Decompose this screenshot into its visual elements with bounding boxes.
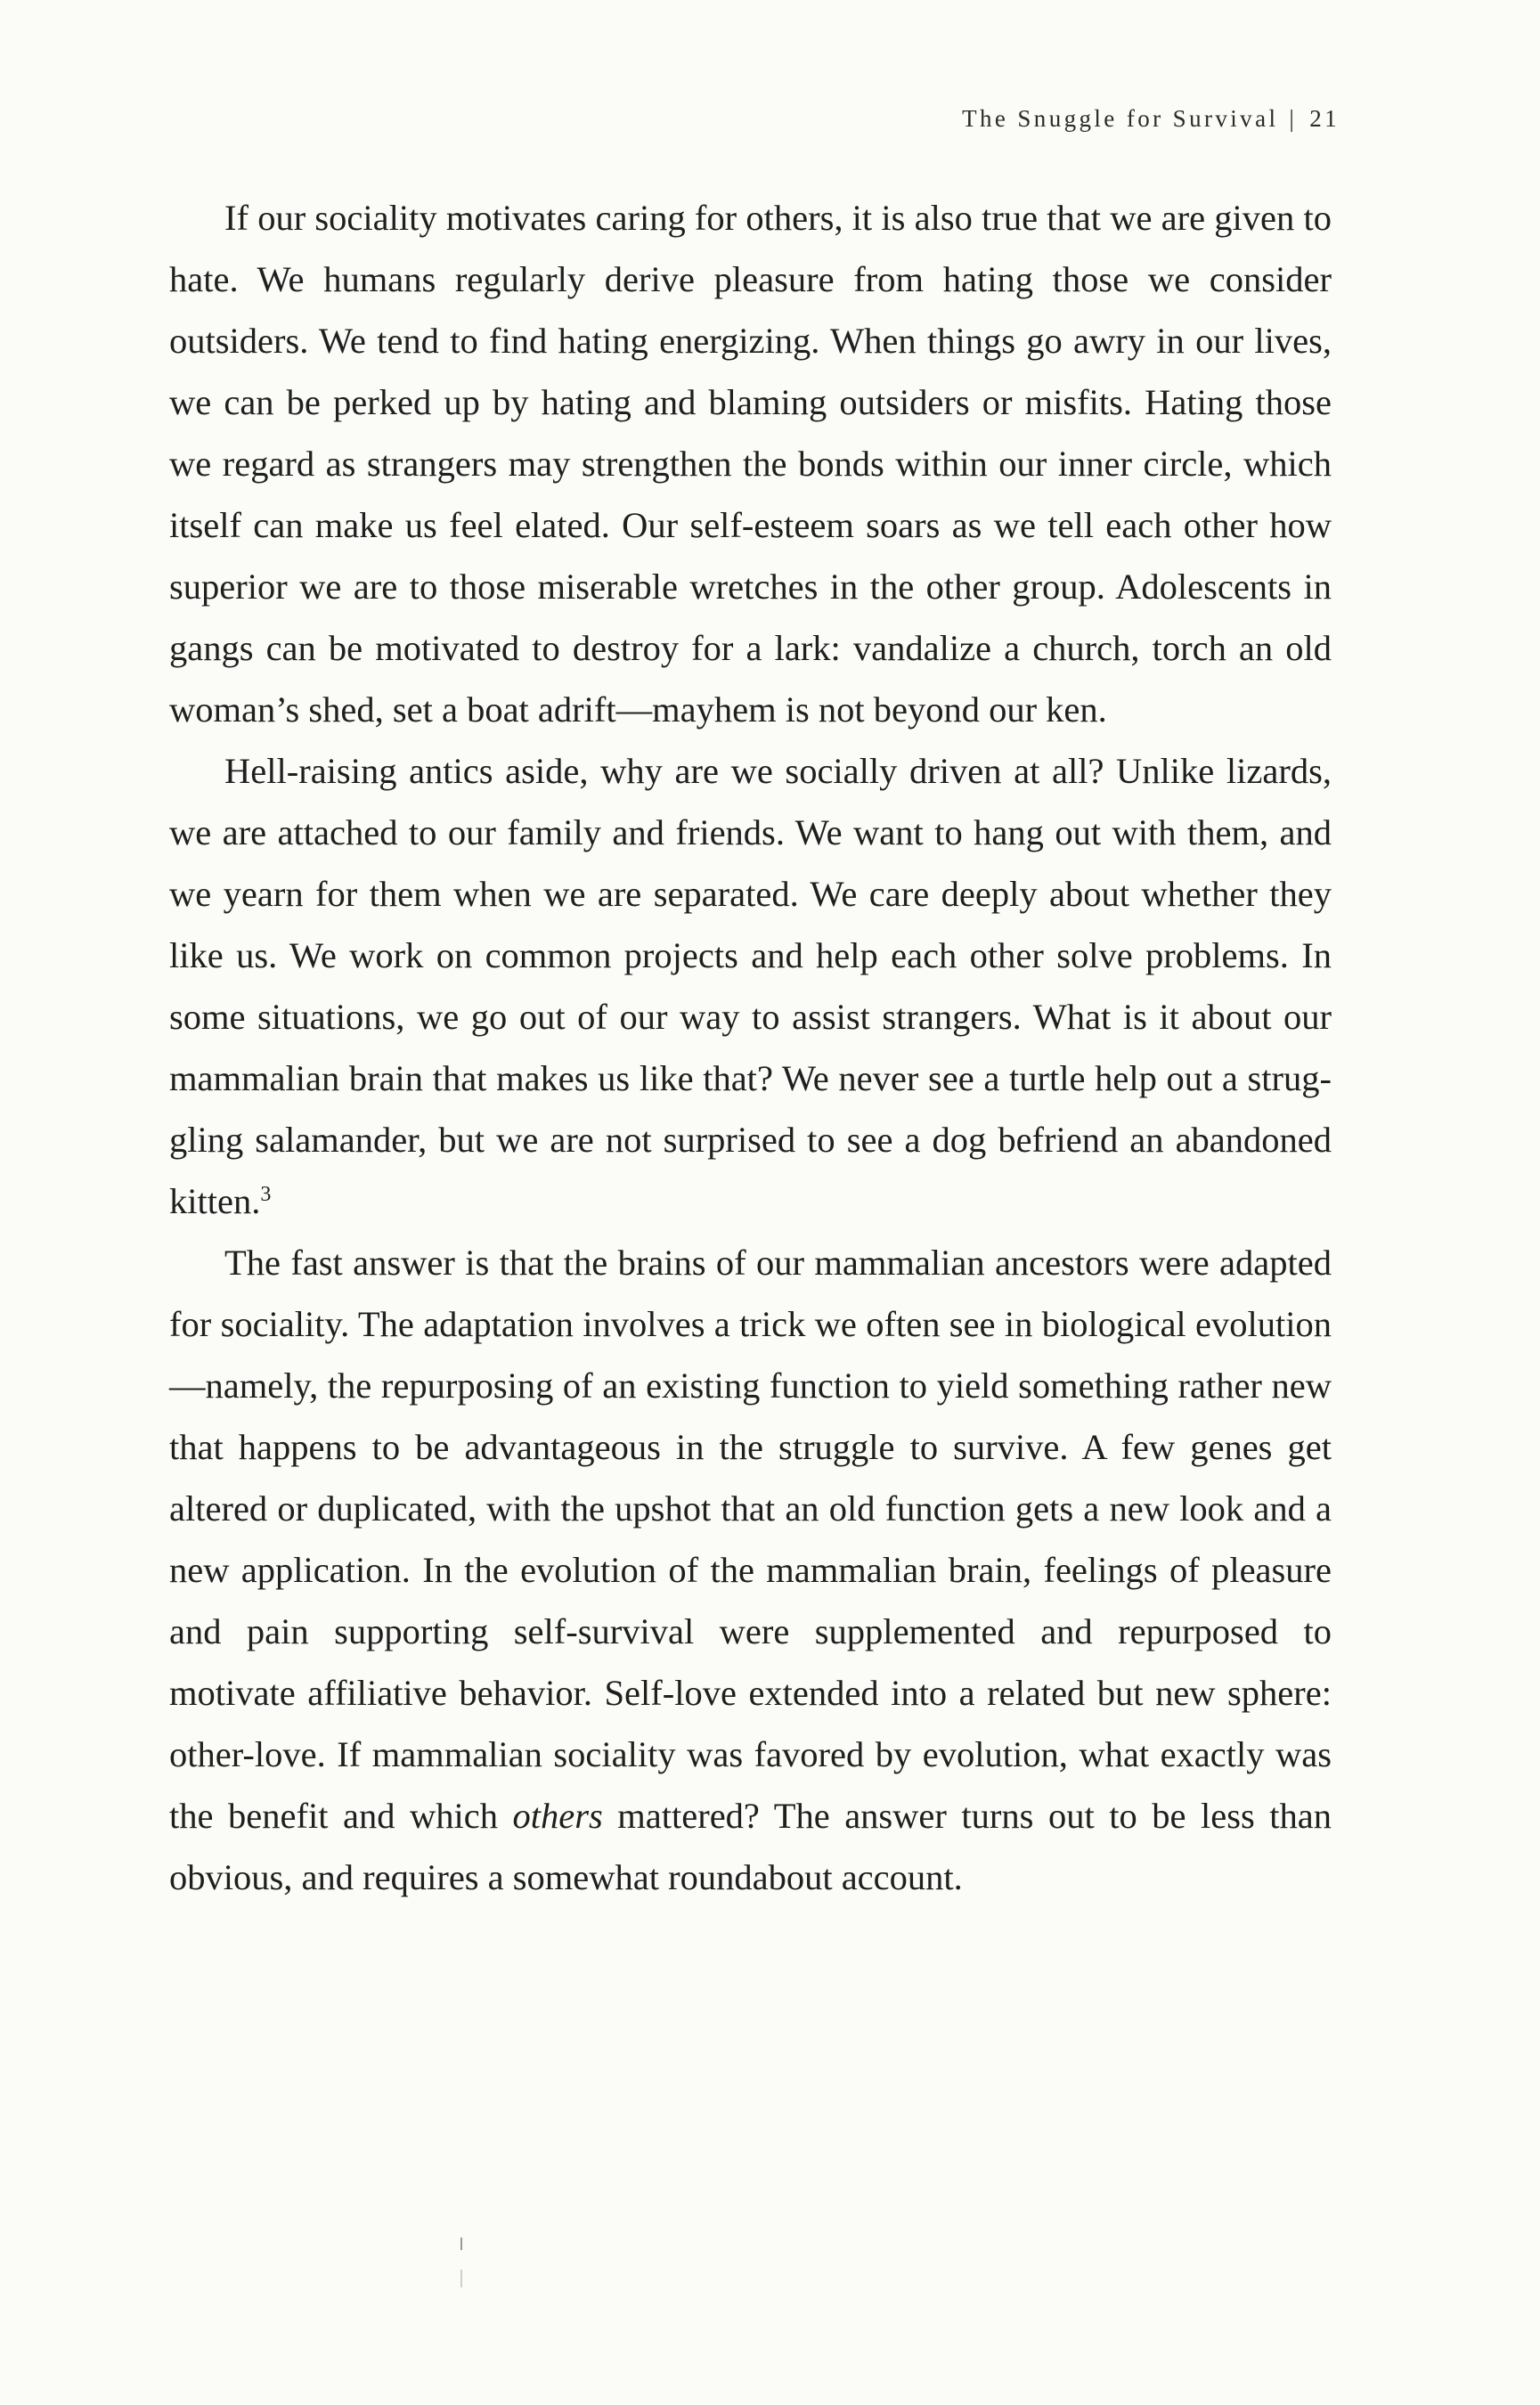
- running-head: [962, 105, 1340, 133]
- footnote-reference[interactable]: 3: [260, 1183, 272, 1206]
- paragraph-2: [169, 740, 1332, 1232]
- running-head-title: The Snuggle for Survival: [962, 105, 1279, 132]
- page-number: 21: [1309, 105, 1340, 132]
- emphasis-others: others: [512, 1796, 603, 1836]
- stray-pen-mark: [460, 2238, 462, 2250]
- paragraph-1-text: If our sociality motivates caring for others, it is also true that we are given to hate. We humans regularly derive pleasure from hating those we consider outsiders. We tend to find hating energizing. When things go awry in our lives, we can be perked up by hating and blaming outsiders or misfits. Hating those we regard as strangers may strengthen the bonds within our inner circle, which itself can make us feel elated. Our self-esteem soars as we tell each other how superior we are to those miserable wretches in the other group. Adolescents in gangs can be motivated to destroy for a lark: vandalize a church, torch an old woman’s shed, set a boat adrift—mayhem is not beyond our ken.: [169, 198, 1332, 730]
- body-text: [169, 187, 1332, 1908]
- paragraph-3-text-before: The fast answer is that the brains of our mammalian ancestors were adapted for sociality. The adaptation involves a trick we often see in biological evolution—namely, the repurposing of an existing function to yield something rather new that happens to be advantageous in the struggle to survive. A few genes get altered or duplicated, with the upshot that an old function gets a new look and a new application. In the evolution of the mammalian brain, feelings of pleasure and pain supporting self-survival were supplemented and repurposed to motivate affiliative behavior. Self-love extended into a related but new sphere: other-love. If mammalian sociality was favored by evolution, what exactly was the benefit and which: [169, 1243, 1332, 1836]
- paragraph-1: [169, 187, 1332, 740]
- stray-pen-mark-faint: [460, 2270, 462, 2287]
- running-head-separator: |: [1289, 105, 1298, 132]
- paragraph-3-text-after: mattered? The answer turns out to be less than obvious, and requires a somewhat roundabout account.: [169, 1796, 1332, 1897]
- paragraph-3: [169, 1232, 1332, 1908]
- paragraph-2-text: Hell-raising antics aside, why are we socially driven at all? Unlike lizards, we are attached to our family and friends. We want to hang out with them, and we yearn for them when we are separated. We care deeply about whether they like us. We work on common projects and help each other solve problems. In some situations, we go out of our way to assist strangers. What is it about our mammalian brain that makes us like that? We never see a turtle help out a struggling salamander, but we are not surprised to see a dog befriend an abandoned kitten.: [169, 751, 1332, 1221]
